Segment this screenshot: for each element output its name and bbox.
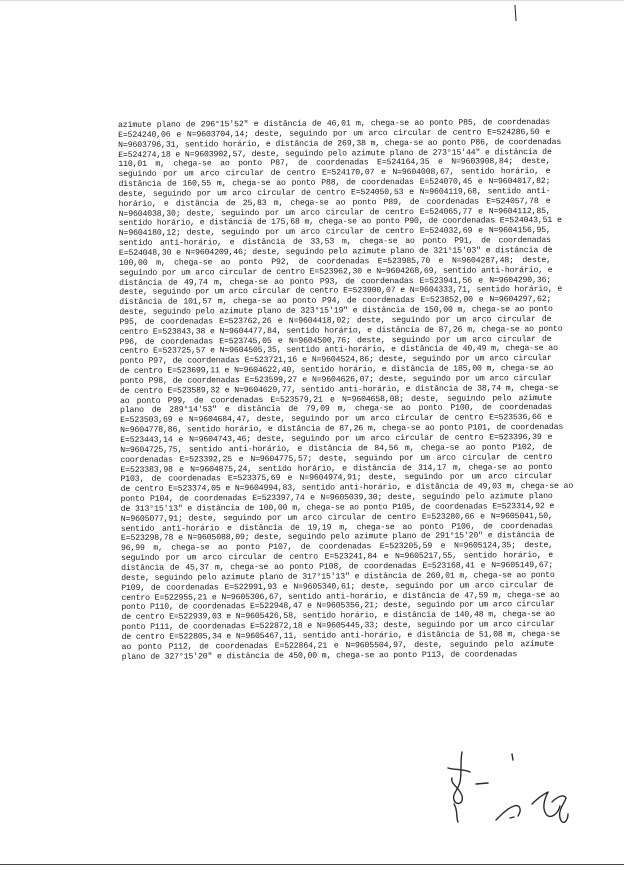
text-line: de centro E=523374,05 e N=9604994,83, sentido anti-horário, e distância de 49,03 m, chega-se ao — [120, 482, 574, 495]
text-line: E=523383,98 e N=9604875,24, sentido horário, e distância de 314,17 m, chega-se ao ponto — [120, 462, 553, 475]
text-line: seguindo por um arco circular de centro E=524170,07 e N=9604008,67, sentido horário, e — [118, 167, 551, 180]
text-line: horário, e distância de 25,83 m, chega-se ao ponto P89, de coordenadas E=524057,78 e — [118, 196, 551, 209]
text-line: P96, de coordenadas E=523745,05 e N=9604500,76; deste, seguindo por um arco circular de — [119, 334, 552, 347]
text-line: de 313°15'13" e distância de 100,00 m, chega-se ao ponto P105, de coordenadas E=523314,92 e — [120, 501, 555, 514]
corner-mark — [514, 5, 516, 21]
document-body-text — [118, 117, 574, 662]
text-line: centro E=523843,38 e N=9604477,84, sentido horário, e distância de 87,26 m, chega-se ao ponto — [119, 324, 563, 337]
text-line: sentido anti-horário e distância de 19,19 m, chega-se ao ponto P106, de coordenadas — [120, 521, 553, 534]
text-line: deste, seguindo por um arco circular de centro E=524050,53 e N=9604119,68, sentido anti- — [118, 186, 551, 199]
text-line: deste, seguindo pelo azimute plano de 317°15'13" e distância de 260,01 m, chega-se ao ponto — [121, 570, 555, 583]
text-line: ao ponto P99, de coordenadas E=523579,21 e N=9604658,08; deste, seguindo pelo azimute — [119, 393, 552, 406]
text-line: ponto P110, de coordenadas E=522948,47 e N=9605356,21; deste, seguindo por um arco circular — [121, 600, 555, 613]
text-line: sentido horário, e distância de 175,68 m, chega-se ao ponto P90, de coordenadas E=524043,51 e — [118, 216, 562, 229]
text-line: ponto P111, de coordenadas E=522872,18 e N=9605445,33; deste, seguindo por um arco circular — [121, 619, 556, 633]
text-line: P103, de coordenadas E=523375,69 e N=9604974,91; deste, seguindo por um arco circular — [120, 472, 553, 485]
text-line: E=523298,78 e N=9605088,09; deste, seguindo pelo azimute plano de 291°15'20" e distância de — [120, 531, 555, 544]
text-line: centro E=523725,57 e N=9604505,35, sentido anti-horário, e distância de 40,49 m, chega-se ao — [119, 344, 558, 357]
text-line: 100,00 m, chega-se ao ponto P92, de coordenadas E=523985,70 e N=9604287,48; deste, — [118, 255, 552, 268]
text-line: P109, de coordenadas E=522991,93 e N=9605340,61; deste, seguindo por um arco circular de — [121, 580, 554, 593]
text-line: distância de 49,74 m, chega-se ao ponto P93, de coordenadas E=523941,56 e N=9604290,36; — [119, 275, 552, 288]
text-line: centro E=522955,21 e N=9605306,67, sentido anti-horário, e distância de 47,59 m, chega-se ao — [121, 590, 560, 603]
text-line: de centro E=522939,03 e N=9605426,58, sentido horário, e distância de 140,48 m, chega-se ao — [121, 610, 555, 623]
text-line: de centro E=522805,34 e N=9605467,11, sentido anti-horário, e distância de 51,08 m, chega-se — [121, 629, 560, 642]
text-line: deste, seguindo por um arco circular de centro E=523900,07 e N=9604333,71, sentido horário, e — [119, 285, 563, 298]
scan-edge-top — [0, 0, 624, 1]
text-line: coordenadas E=523392,25 e N=9604775,57; deste, seguindo por um arco circular de centro — [120, 452, 553, 465]
text-line: N=9604725,75, sentido anti-horário, e distância de 84,56 m, chega-se ao ponto P102, de — [120, 442, 553, 455]
text-line: distância de 160,55 m, chega-se ao ponto P88, de coordenadas E=524070,45 e N=9604017,82; — [118, 177, 551, 190]
text-line: distância de 101,57 m, chega-se ao ponto P94, de coordenadas E=523852,00 e N=9604297,62; — [119, 295, 552, 308]
text-line: deste, seguindo pelo azimute plano de 323°15'19" e distância de 150,00 m, chega-se ao ponto — [119, 305, 553, 318]
scan-edge-bottom — [0, 864, 624, 865]
text-line: ponto P104, de coordenadas E=523397,74 e N=9605039,30; deste, seguindo pelo azimute plano — [120, 492, 553, 505]
text-line: E=524274,18 e N=9603902,57, deste, seguindo pelo azimute plano de 273°15'44" e distância de — [118, 147, 552, 160]
text-line: N=9604778,86, sentido horário, e distância de 87,26 m, chega-se ao ponto P101, de coordenadas — [120, 423, 564, 436]
text-line: E=523443,14 e N=9604743,46; deste, seguindo por um arco circular de centro E=523396,39 e — [120, 432, 553, 445]
text-line: E=524240,06 e N=9603704,14; deste, seguindo por um arco circular de centro E=524286,50 e — [118, 127, 551, 140]
text-line: plano de 327°15'20" e distância de 450,00 m, chega-se ao ponto P113, de coordenadas — [121, 649, 518, 662]
text-line: sentido anti-horário, e distância de 33,53 m, chega-se ao ponto P91, de coordenadas — [118, 236, 551, 249]
text-line: de centro E=523589,32 e N=9604629,77, sentido anti-horário, e distância de 38,74 m, chega-se — [119, 383, 559, 396]
text-line: ponto P97, de coordenadas E=523721,16 e N=9604524,86; deste, seguindo por um arco circular — [119, 354, 552, 367]
text-line: seguindo por um arco circular de centro E=523241,84 e N=9605217,55, sentido horário, e — [121, 551, 554, 564]
text-line: N=9603796,31, sentido horário, e distância de 269,38 m, chega-se ao ponto P86, de coordenadas — [118, 137, 562, 150]
handwritten-signature — [440, 748, 590, 858]
text-line: 110,01 m, chega-se ao ponto P87, de coordenadas E=524164,35 e N=9603908,84; deste, — [118, 157, 551, 170]
text-line: plano de 289°14'53" e distância de 79,09 m, chega-se ao ponto P100, de coordenadas — [119, 403, 553, 416]
text-line: de centro E=523699,11 e N=9604622,40, sentido horário, e distância de 185,00 m, chega-se ao — [119, 364, 554, 377]
text-line: seguindo por um arco circular de centro E=523962,30 e N=9604268,69, sentido anti-horário, e — [119, 265, 553, 278]
text-line: N=9604038,30; deste, seguindo por um arco circular de centro E=524065,77 e N=9604112,85, — [118, 206, 551, 219]
text-line: azimute plano de 296°15'52" e distância de 46,01 m, chega-se ao ponto P85, de coordenadas — [118, 117, 551, 130]
text-line: E=523503,69 e N=9604684,47, deste, seguindo por um arco circular de centro E=523536,66 e — [120, 413, 553, 426]
text-line: ao ponto P112, de coordenadas E=522864,21 e N=9605504,97, deste, seguindo pelo azimute — [121, 639, 554, 652]
text-line: E=524048,30 e N=9604209,46; deste, seguindo pelo azimute plano de 321°15'03" e distância de — [118, 245, 553, 258]
text-line: N=9605077,91; deste, seguindo por um arco circular de centro E=523280,66 e N=9605041,50, — [120, 511, 553, 524]
text-line: distância de 45,37 m, chega-se ao ponto P108, de coordenadas E=523168,41 e N=9605149,67; — [121, 560, 554, 573]
text-line: ponto P98, de coordenadas E=523599,27 e N=9604626,07; deste, seguindo por um arco circular — [119, 373, 552, 386]
text-line: N=9604180,12; deste, seguindo por um arco circular de centro E=524032,69 e N=9604156,95, — [118, 226, 551, 239]
text-line: P95, de coordenadas E=523762,26 e N=9604418,02; deste, seguindo por um arco circular de — [119, 314, 552, 327]
text-line: 96,99 m, chega-se ao ponto P107, de coordenadas E=523205,59 e N=9605124,35; deste, — [120, 541, 554, 554]
